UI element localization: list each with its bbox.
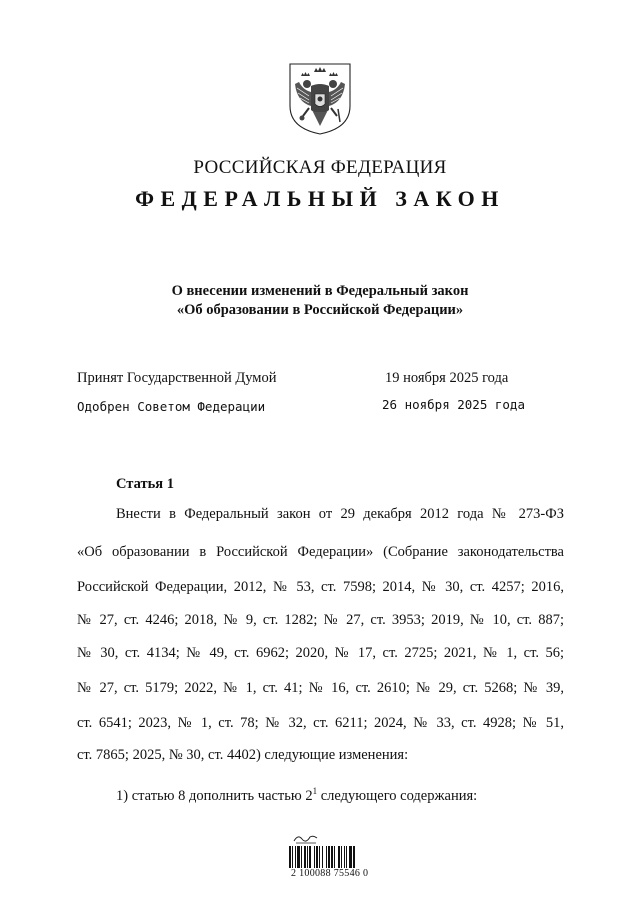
duma-adoption-date: 19 ноября 2025 года xyxy=(385,370,509,386)
item-1-text: 1) статью 8 дополнить частью 2 xyxy=(116,788,313,804)
document-type: ФЕДЕРАЛЬНЫЙ ЗАКОН xyxy=(135,186,505,211)
article-1-line: Внести в Федеральный закон от 29 декабря 2012 года № 273-ФЗ xyxy=(116,506,564,522)
article-1-item-1 xyxy=(116,786,477,805)
article-1-line: № 27, ст. 4246; 2018, № 9, ст. 1282; № 27, ст. 3953; 2019, № 10, ст. 887; xyxy=(77,612,564,628)
article-1-line: № 27, ст. 5179; 2022, № 1, ст. 41; № 16, ст. 2610; № 29, ст. 5268; № 39, xyxy=(77,680,564,696)
article-1-line: Российской Федерации, 2012, № 53, ст. 7598; 2014, № 30, ст. 4257; 2016, xyxy=(77,579,564,595)
barcode-number: 2 100088 75546 0 xyxy=(291,868,369,879)
signature-mark-icon xyxy=(293,832,319,844)
law-title-line-1: О внесении изменений в Федеральный закон xyxy=(171,283,469,299)
country-name: РОССИЙСКАЯ ФЕДЕРАЦИЯ xyxy=(193,157,447,178)
article-1-line: № 30, ст. 4134; № 49, ст. 6962; 2020, № 17, ст. 2725; 2021, № 1, ст. 56; xyxy=(77,645,564,661)
council-approval-label: Одобрен Советом Федерации xyxy=(77,399,266,414)
council-approval-date: 26 ноября 2025 года xyxy=(382,397,525,412)
item-1-superscript: 1 xyxy=(312,786,318,796)
law-title-line-2: «Об образовании в Российской Федерации» xyxy=(176,302,464,318)
article-1-line: «Об образовании в Российской Федерации» (Собрание законодательства xyxy=(77,544,564,560)
article-1-heading: Статья 1 xyxy=(116,476,174,492)
russian-coat-of-arms-icon xyxy=(287,62,353,136)
barcode-icon xyxy=(289,846,375,868)
duma-adoption-label: Принят Государственной Думой xyxy=(77,370,277,386)
item-1-text-tail: следующего содержания: xyxy=(317,788,478,804)
article-1-line: ст. 7865; 2025, № 30, ст. 4402) следующие изменения: xyxy=(77,747,409,763)
article-1-line: ст. 6541; 2023, № 1, ст. 78; № 32, ст. 6211; 2024, № 33, ст. 4928; № 51, xyxy=(77,715,564,731)
